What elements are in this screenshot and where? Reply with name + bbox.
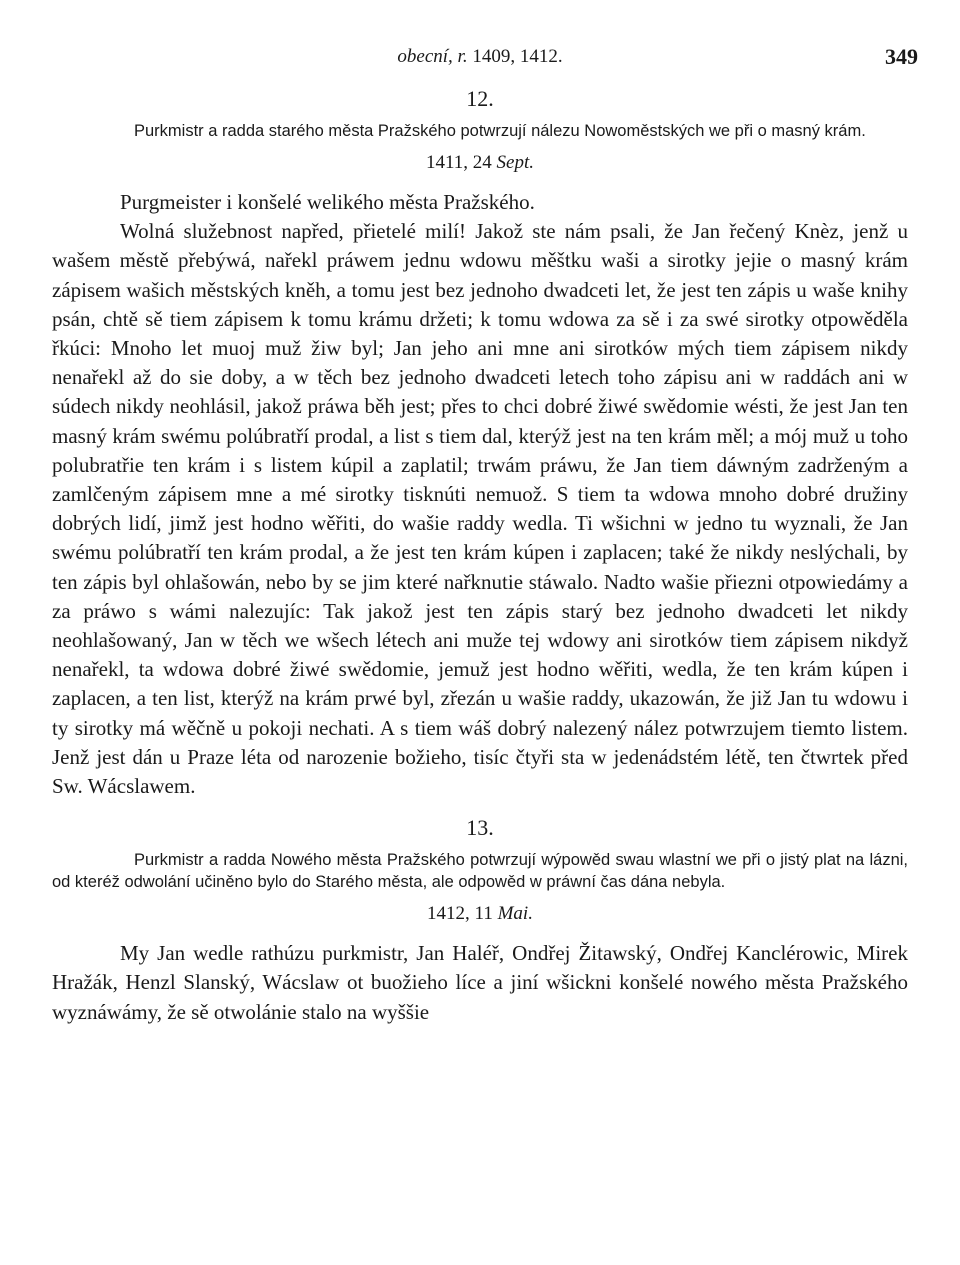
running-title-years: 1409, 1412. [472,46,563,67]
running-header [52,38,918,78]
document-number: 12. [466,86,494,111]
document-regest: Purkmistr a radda starého města Pražského potwrzují nálezu Nowoměstských we při o masný krám. [134,122,866,140]
dateline-month: Sept. [496,152,534,173]
document-body: My Jan wedle rathúzu purkmistr, Jan Haléř, Ondřej Žitawský, Ondřej Kanclérowic, Mirek Hražák, Henzl Slanský, Wácslaw ot buožieho líce a jiní wšickni konšelé nowého města Pražského wyznáwámy, že sě otwolánie stalo na wyššie [52,941,908,1024]
document-dateline [52,152,908,174]
document-body: Wolná služebnost napřed, přietelé milí! Jakož ste nám psali, že Jan řečený Knèz, jenž u wašem městě přebýwá, nařekl práwem jednu wdowu měštku waši a sirotky jejie o masný krám zápisem wašich městských kněh, a tomu jest bez jednoho dwadceti let, že jest ten zápis u waše knihy psán, chtě sě tiem zápisem k tomu krámu držeti; k tomu wdowa za sě i za swé sirotky otpowěděla řkúci: Mnoho let muoj muž žiw byl; Jan jeho ani mne ani sirotków mých tiem zápisem nikdy nenařekl až do sie doby, a w těch bez jednoho dwadceti letech toho zápisu ani w raddách ani w súdech nikdy neohlásil, jakož práwa běh jest; přes to chci dobré žiwé swědomie wésti, že jest Jan ten masný krám swému polúbratří prodal, a list s tiem dal, kterýž jest na ten krám měl; a mój muž u toho polubratřie ten krám i s listem kúpil a zaplatil; trwám práwu, že Jan tiem dáwným zadrženým a zamlčeným zápisem mne a mé sirotky tisknúti nemuož. S tiem ta wdowa mnoho dobré družiny dobrých lidí, jimž jest hodno wěřiti, do wašie raddy wedla. Ti wšichni w jedno tu wyznali, že Jan swému polúbratří ten krám prodal, a že jest ten krám kúpen i zaplacen; také že nikdy neslýchali, by ten zápis byl ohlašowán, nebo by se jim které nařknutie stáwalo. Nadto wašie přiezni otpowiedámy a za práwo s wámi nalezujíc: Tak jakož jest ten zápis starý bez jednoho dwadceti let nikdy neohlašowaný, Jan w těch we wšech létech ani muže tej wdowy ani sirotków tiem zápisem nikdyž nenařekl, ta wdowa dobré žiwé swědomie, jemuž jest hodno wěřiti, wedla, že ten krám kúpen i zaplacen, a ten list, kterýž na krám prwé byl, zřezán u wašie raddy, ukazowán, že již Jan tu wdowu i ty sirotky má wěčně u pokoji nechati. A s tiem wáš dobrý nalezený nález potwrzujem tiemto listem. Jenž jest dán u Praze léta od narozenie božieho, tisíc čtyři sta w jedenádstém létě, ten čtwrtek před Sw. Wácslawem. [52,219,908,799]
running-title [52,46,908,68]
document-regest: Purkmistr a radda Nowého města Pražského potwrzují wýpowěd swau wlastní we při o jistý plat na lázni, od kteréž odwolání učiněno bylo do Starého města, ale odpowěd w práwní čas dána nebyla. [52,851,908,892]
document-12 [52,86,908,801]
document-13 [52,815,908,1027]
dateline-month: Mai. [497,903,533,925]
document-address: Purgmeister i konšelé welikého města Pražského. [120,190,535,214]
running-title-word: obecní, r. [397,46,468,67]
dateline-year-day: 1411, 24 [425,152,492,173]
document-number: 13. [466,815,494,841]
document-dateline [52,903,908,925]
dateline-year-day: 1412, 11 [427,903,493,925]
book-page [52,38,918,1027]
page-number: 349 [885,44,918,69]
